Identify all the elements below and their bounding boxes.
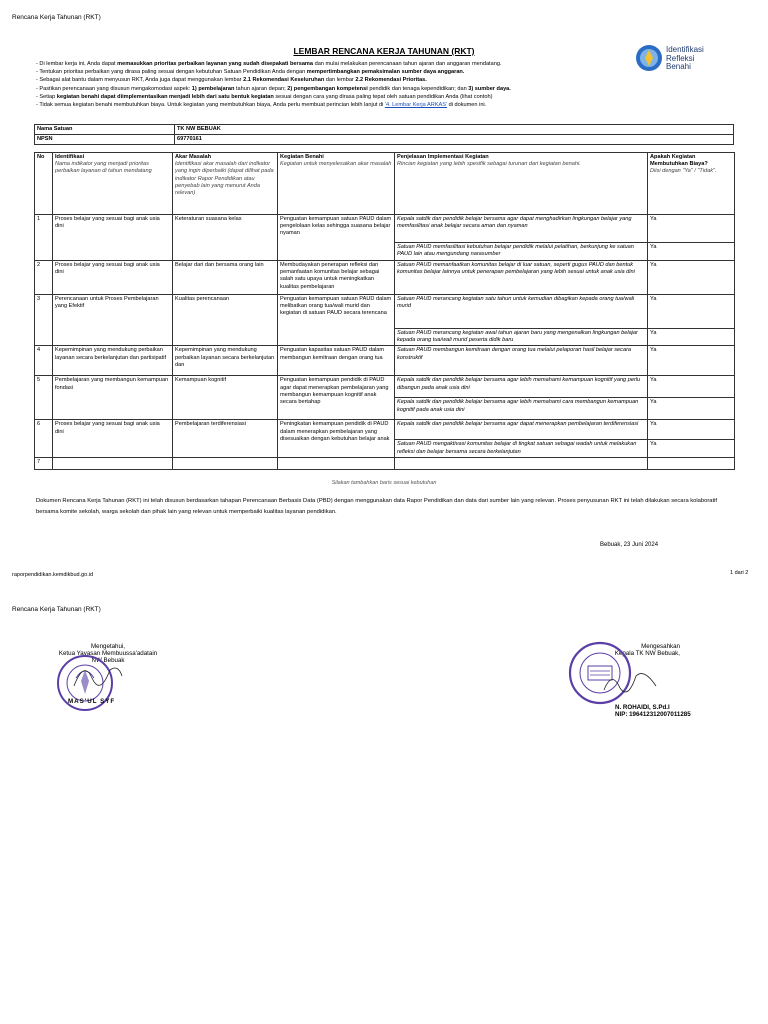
col-kegiatan-benahi: Kegiatan Benahi Kegiatan untuk menyelesaikan akar masalah <box>278 153 395 215</box>
col-biaya: Apakah Kegiatan Membutuhkan Biaya? Diisi dengan "Ya" / "Tidak". <box>648 153 735 215</box>
table-row <box>35 346 735 376</box>
cell-biaya: Ya <box>648 295 735 329</box>
tut-wuri-handayani-logo-icon <box>634 44 664 72</box>
cell-biaya: Ya <box>648 243 735 261</box>
cell-identifikasi: Proses belajar yang sesuai bagi anak usia dini <box>53 261 173 295</box>
table-row <box>35 376 735 398</box>
instructions: - Di lembar kerja ini, Anda dapat memasukkan prioritas perbaikan layanan yang sudah disepakati bersama dan mulai melakukan perencanaan tahun ajaran dan anggaran mendatang. - Tentukan prioritas perbaikan yang dirasa paling sesuai dengan kebutuhan Satuan Pendidikan Anda dengan mempertimbangkan pemaksimalan sumber daya anggaran. - Sebagai alat bantu dalam menyusun RKT, Anda juga dapat menggunakan lembar 2.1 Rekomendasi Keseluruhan dan lembar 2.2 Rekomendasi Prioritas. - Pastikan perencanaan yang disusun mengakomodasi aspek: 1) pembelajaran tahun ajaran depan; 2) pengembangan kompetensi pendidik dan tenaga kependidikan; dan 3) sumber daya. - Setiap kegiatan benahi dapat diimplementasikan menjadi lebih dari satu bentuk kegiatan sesuai dengan cara yang dirasa paling tepat oleh satuan pendidikan Anda (lihat contoh) - Tidak semua kegiatan benahi membutuhkan biaya. Untuk kegiatan yang membutuhkan biaya, Anda perlu membuat perincian lebih lanjut di '4. Lembar Kerja ARKAS' di dokumen ini. <box>36 61 511 109</box>
sig-left-line3: NW Bebuak <box>91 657 125 665</box>
ide-logo <box>634 44 724 74</box>
cell-no: 6 <box>35 420 53 457</box>
cell-penjelasan: Satuan PAUD membangun kemitraan dengan orang tua melalui pelaporan hasil belajar secara konstruktif <box>395 346 648 376</box>
cell-biaya: Ya <box>648 261 735 295</box>
cell-akar-masalah: Kepemimpinan yang mendukung perbaikan layanan secara berkelanjutan dan <box>173 346 278 376</box>
table-row <box>35 420 735 440</box>
page-title: LEMBAR RENCANA KERJA TAHUNAN (RKT) <box>293 46 475 56</box>
sig-right-name: N. ROHAIDI, S.Pd.I <box>615 704 670 711</box>
rkt-table <box>34 152 735 470</box>
cell-biaya: Ya <box>648 376 735 398</box>
running-header: Rencana Kerja Tahunan (RKT) <box>12 14 101 21</box>
cell-biaya: Ya <box>648 346 735 376</box>
page-number: 1 dari 2 <box>730 570 749 576</box>
cell-kegiatan-benahi: Penguatan kemampuan satuan PAUD dalam pengelolaan kelas sehingga suasana belajar nyaman <box>278 215 395 261</box>
cell-penjelasan: Kepala satdik dan pendidik belajar bersama agar lebih memahami kemampuan kognitif yang perlu dibangun pada anak usia dini <box>395 376 648 398</box>
npsn-value: 69770161 <box>175 135 734 145</box>
page2-running-header: Rencana Kerja Tahunan (RKT) <box>12 606 101 613</box>
logo-line-1: Identifikasi <box>666 45 704 54</box>
cell-no: 7 <box>35 457 53 469</box>
cell-no: 3 <box>35 295 53 346</box>
sig-right-line2: Kepala TK NW Bebuak, <box>614 650 680 658</box>
closing-statement: Dokumen Rencana Kerja Tahunan (RKT) ini telah disusun berdasarkan tahapan Perencanaan Berbasis Data (PBD) dengan menggunakan data Rapor Pendidikan dan data dari sumber lain yang relevan. Proses penyusunan RKT ini telah dilakukan secara kolaboratif bersama komite sekolah, warga sekolah dan pihak lain yang relevan untuk memperbaiki kualitas layanan pendidikan. <box>36 498 718 515</box>
cell-identifikasi: Kepemimpinan yang mendukung perbaikan layanan secara berkelanjutan dan partisipatif <box>53 346 173 376</box>
cell-biaya: Ya <box>648 440 735 457</box>
cell-biaya: Ya <box>648 215 735 243</box>
cell-penjelasan: Satuan PAUD merancang kegiatan awal tahun ajaran baru yang mengenalkan lingkungan belajar kepada orang tua/wali murid peserta didik baru <box>395 329 648 346</box>
sig-right-line1: Mengesahkan <box>641 643 680 650</box>
arkas-link[interactable]: '4. Lembar Kerja ARKAS' <box>384 102 448 109</box>
cell-akar-masalah: Pembelajaran terdiferensiasi <box>173 420 278 457</box>
sig-left-name: MAS'UL SYF <box>68 698 116 705</box>
cell-penjelasan <box>395 457 648 469</box>
cell-penjelasan: Kepala satdik dan pendidik belajar bersama agar lebih memahami cara membangun kemampuan kognitif pada anak usia dini <box>395 398 648 420</box>
cell-akar-masalah: Kualitas perencanaan <box>173 295 278 346</box>
cell-no: 4 <box>35 346 53 376</box>
col-akar-masalah: Akar Masalah Identifikasi akar masalah dari indikator yang ingin diperbaiki (dapat dilihat pada indikator Rapor Pendidikan atau penyebab lain yang menurut Anda relevan) <box>173 153 278 215</box>
footer-url: raporpendidikan.kemdikbud.go.id <box>12 572 94 578</box>
cell-akar-masalah: Kemampuan kognitif <box>173 376 278 420</box>
right-signature-scribble-icon <box>600 664 660 704</box>
cell-penjelasan: Satuan PAUD merancang kegiatan satu tahun untuk kemudian dibagikan kepada orang tua/wali murid <box>395 295 648 329</box>
npsn-label: NPSN <box>35 135 175 145</box>
cell-biaya: Ya <box>648 398 735 420</box>
cell-no: 5 <box>35 376 53 420</box>
cell-kegiatan-benahi: Penguatan kemampuan satuan PAUD dalam melibatkan orang tua/wali murid dan kegiatan di satuan PAUD secara terencana <box>278 295 395 346</box>
cell-no: 2 <box>35 261 53 295</box>
col-no: No <box>35 153 53 215</box>
cell-penjelasan: Satuan PAUD memfasilitasi kebutuhan belajar pendidik melalui pelatihan, berkunjung ke satuan PAUD lain atau mengundang narasumber <box>395 243 648 261</box>
sig-left-line1: Mengetahui, <box>90 643 126 650</box>
col-penjelasan: Penjelasan Implementasi Kegiatan Rincian kegiatan yang lebih spesifik sebagai turunan dari kegiatan benahi. <box>395 153 648 215</box>
cell-identifikasi: Perencanaan untuk Proses Pembelajaran yang Efektif <box>53 295 173 346</box>
cell-akar-masalah: Keteraturan suasana kelas <box>173 215 278 261</box>
school-info-table <box>34 124 734 145</box>
sig-right-nip: NIP: 196412312007011285 <box>615 711 691 718</box>
logo-line-3: Benahi <box>666 62 691 71</box>
table-row <box>35 295 735 329</box>
cell-penjelasan: Satuan PAUD mengaktivasi komunitas belajar di tingkat satuan sebagai wadah untuk melakukan refleksi dan belajar bersama secara berkelanjutan <box>395 440 648 457</box>
cell-identifikasi: Proses belajar yang sesuai bagi anak usia dini <box>53 420 173 457</box>
cell-akar-masalah: Belajar dari dan bersama orang lain <box>173 261 278 295</box>
cell-identifikasi: Proses belajar yang sesuai bagi anak usia dini <box>53 215 173 261</box>
cell-penjelasan: Satuan PAUD memanfaatkan komunitas belajar di luar satuan, seperti gugus PAUD dan bentuk komunitas belajar lainnya untuk penerapan pembelajaran yang lebih sesuai untuk anak usia dini <box>395 261 648 295</box>
cell-no: 1 <box>35 215 53 261</box>
school-name-value: TK NW BEBUAK <box>175 125 734 135</box>
cell-kegiatan-benahi: Penguatan kemampuan pendidik di PAUD agar dapat menerapkan pembelajaran yang membangun kemampuan kognitif anak secara bertahap <box>278 376 395 420</box>
cell-biaya <box>648 457 735 469</box>
cell-penjelasan: Kepala satdik dan pendidik belajar bersama agar dapat menerapkan pembelajaran terdiferensiasi <box>395 420 648 440</box>
cell-biaya: Ya <box>648 329 735 346</box>
col-identifikasi: Identifikasi Nama indikator yang menjadi prioritas perbaikan layanan di tahun mendatang <box>53 153 173 215</box>
cell-penjelasan: Kepala satdik dan pendidik belajar bersama agar dapat menghadirkan lingkungan belajar yang memfasilitasi anak belajar secara aman dan nyaman <box>395 215 648 243</box>
logo-line-2: Refleksi <box>666 53 695 63</box>
cell-biaya: Ya <box>648 420 735 440</box>
document-date: Bebuak, 23 Juni 2024 <box>600 542 659 548</box>
table-row <box>35 215 735 243</box>
cell-identifikasi <box>53 457 173 469</box>
cell-kegiatan-benahi: Peningkatan kemampuan pendidik di PAUD dalam menerapkan pembelajaran yang disesuaikan dengan kebutuhan belajar anak <box>278 420 395 457</box>
left-signature-scribble-icon <box>70 656 125 696</box>
table-row <box>35 457 735 469</box>
sig-left-line2: Ketua Yayasan Membuussa'adatain <box>58 650 158 658</box>
cell-akar-masalah <box>173 457 278 469</box>
cell-kegiatan-benahi: Penguatan kapasitas satuan PAUD dalam membangun kemitraan dengan orang tua <box>278 346 395 376</box>
cell-kegiatan-benahi: Membudayakan penerapan refleksi dan pemanfaatan komunitas belajar sebagai salah satu upaya untuk meningkatkan kualitas pembelajaran <box>278 261 395 295</box>
add-rows-note: Silakan tambahkan baris sesuai kebutuhan <box>331 480 437 486</box>
table-row <box>35 261 735 295</box>
cell-kegiatan-benahi <box>278 457 395 469</box>
school-name-label: Nama Satuan <box>35 125 175 135</box>
cell-identifikasi: Pembelajaran yang membangun kemampuan fondasi <box>53 376 173 420</box>
